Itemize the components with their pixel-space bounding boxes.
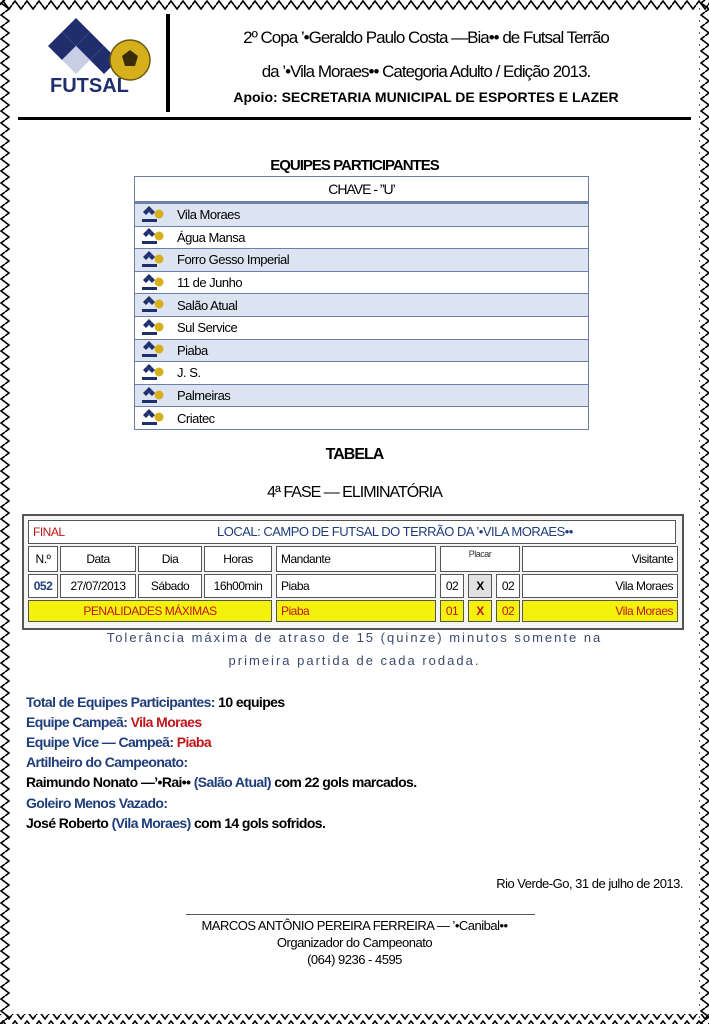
team-name: Forro Gesso Imperial xyxy=(177,252,290,268)
futsal-logo-icon xyxy=(141,340,165,360)
total-value: 10 equipes xyxy=(218,694,285,710)
team-row xyxy=(135,339,588,362)
keeper-rest: com 14 gols sofridos. xyxy=(193,815,326,831)
team-name: Vila Moraes xyxy=(177,207,240,223)
keeper-team: (Vila Moraes) xyxy=(111,815,191,831)
team-row xyxy=(135,293,588,316)
header-line-2: da ’•Vila Moraes•• Categoria Adulto / Edição 2013. xyxy=(261,62,591,81)
team-row xyxy=(135,361,588,384)
game-score-home: 02 xyxy=(440,574,464,598)
phase-title: 4ª FASE — ELIMINATÓRIA xyxy=(267,484,442,501)
teams-title: EQUIPES PARTICIPANTES xyxy=(270,157,439,174)
game-time: 16h00min xyxy=(204,574,272,598)
signature-name: MARCOS ANTÔNIO PEREIRA FERREIRA — ’•Canibal•• xyxy=(201,918,508,933)
futsal-logo-icon xyxy=(141,273,165,293)
header-placar: Placar xyxy=(440,546,520,572)
team-name: Palmeiras xyxy=(177,388,231,404)
game-day: Sábado xyxy=(138,574,202,598)
vice-value: Piaba xyxy=(176,734,212,750)
scorer-label: Artilheiro do Campeonato: xyxy=(26,754,188,770)
signature-phone: (064) 9236 - 4595 xyxy=(307,952,402,967)
team-name: Salão Atual xyxy=(177,297,238,313)
place-date: Rio Verde-Go, 31 de julho de 2013. xyxy=(496,876,683,891)
tabela-title: TABELA xyxy=(325,446,384,463)
game-num: 052 xyxy=(28,574,58,598)
game-away: Vila Moraes xyxy=(522,574,678,598)
penalties-score-home: 01 xyxy=(440,600,464,622)
result-champion xyxy=(26,714,202,730)
futsal-logo-icon xyxy=(141,386,165,406)
header-visitante: Visitante xyxy=(522,546,678,572)
header-mandante: Mandante xyxy=(276,546,436,572)
penalties-x: X xyxy=(468,600,492,622)
scorer-rest: com 22 gols marcados. xyxy=(274,774,417,790)
signature-line xyxy=(186,914,535,915)
match-local: LOCAL: CAMPO DE FUTSAL DO TERRÃO DA ’•VILA MORAES•• xyxy=(217,524,573,539)
team-row xyxy=(135,248,588,271)
team-name: Água Mansa xyxy=(177,229,245,245)
team-row xyxy=(135,203,588,226)
apoio-text: SECRETARIA MUNICIPAL DE ESPORTES E LAZER xyxy=(281,89,619,105)
penalties-label: PENALIDADES MÁXIMAS xyxy=(28,600,272,622)
futsal-logo-icon xyxy=(141,295,165,315)
tolerance-line-2: primeira partida de cada rodada. xyxy=(228,653,481,668)
game-date: 27/07/2013 xyxy=(60,574,136,598)
futsal-logo xyxy=(40,16,156,96)
team-row xyxy=(135,316,588,339)
header-divider xyxy=(166,14,170,112)
keeper-name: José Roberto xyxy=(26,815,109,831)
team-row xyxy=(135,384,588,407)
team-row xyxy=(135,226,588,249)
svg-text:FUTSAL: FUTSAL xyxy=(50,75,129,96)
champion-label: Equipe Campeã: xyxy=(26,714,128,730)
game-score-away: 02 xyxy=(496,574,520,598)
header-support xyxy=(176,89,676,105)
game-home: Piaba xyxy=(276,574,436,598)
header-num: N.º xyxy=(28,546,58,572)
penalties-away: Vila Moraes xyxy=(522,600,678,622)
signature-role: Organizador do Campeonato xyxy=(276,935,433,950)
final-label: FINAL xyxy=(33,525,65,539)
result-total xyxy=(26,694,285,710)
tolerance-line-1: Tolerância máxima de atraso de 15 (quinze) minutos somente na xyxy=(106,630,603,645)
team-name: Piaba xyxy=(177,342,208,358)
futsal-logo-icon xyxy=(141,205,165,225)
group-header: CHAVE - ”U’ xyxy=(135,177,588,203)
vice-label: Equipe Vice — Campeã: xyxy=(26,734,174,750)
futsal-logo-icon xyxy=(141,408,165,428)
futsal-logo-icon xyxy=(141,250,165,270)
apoio-label: Apoio: xyxy=(233,89,278,105)
result-scorer xyxy=(26,774,417,790)
result-vice xyxy=(26,734,211,750)
penalties-home: Piaba xyxy=(276,600,436,622)
total-label: Total de Equipes Participantes: xyxy=(26,694,215,710)
header-horas: Horas xyxy=(204,546,272,572)
header-dia: Dia xyxy=(138,546,202,572)
team-name: J. S. xyxy=(177,365,201,381)
penalties-score-away: 02 xyxy=(496,600,520,622)
game-x: X xyxy=(468,574,492,598)
team-row xyxy=(135,406,588,429)
keeper-label: Goleiro Menos Vazado: xyxy=(26,795,168,811)
futsal-logo-icon xyxy=(141,363,165,383)
futsal-logo-icon xyxy=(141,318,165,338)
header-rule xyxy=(18,117,691,120)
team-name: Sul Service xyxy=(177,320,238,336)
scorer-team: (Salão Atual) xyxy=(193,774,271,790)
teams-table xyxy=(134,176,589,430)
team-row xyxy=(135,271,588,294)
team-name: Criatec xyxy=(177,410,215,426)
result-keeper xyxy=(26,815,325,831)
team-name: 11 de Junho xyxy=(177,275,243,291)
header-line-1: 2º Copa ’•Geraldo Paulo Costa —Bia•• de Futsal Terrão xyxy=(243,28,609,47)
scorer-name: Raimundo Nonato —’•Rai•• xyxy=(26,774,191,790)
header-data: Data xyxy=(60,546,136,572)
champion-value: Vila Moraes xyxy=(130,714,202,730)
match-table xyxy=(22,514,684,630)
futsal-logo-icon xyxy=(141,227,165,247)
match-title-row xyxy=(28,520,676,544)
